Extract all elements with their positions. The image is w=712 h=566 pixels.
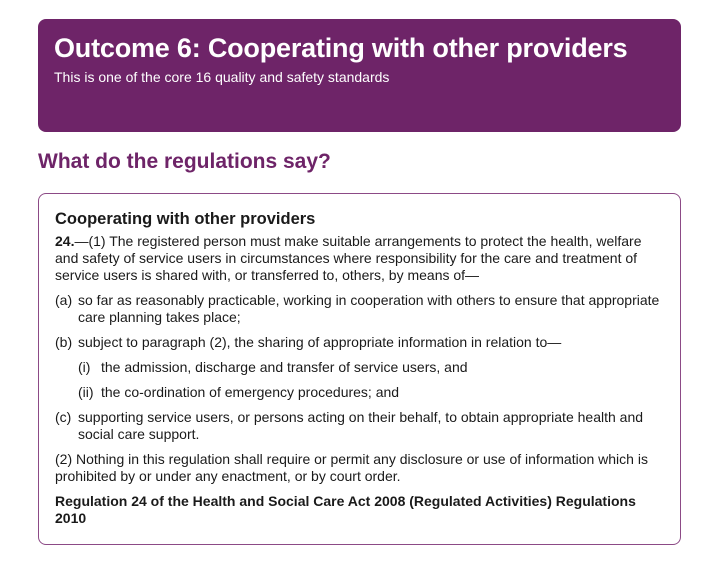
outcome-banner (38, 19, 681, 132)
item-marker: (c) (55, 409, 72, 425)
item-marker: (b) (55, 334, 73, 350)
subitem-marker: (ii) (78, 384, 94, 400)
section-heading: What do the regulations say? (38, 150, 331, 173)
item-text: so far as reasonably practicable, working in cooperation with others to ensure that appropriate care planning takes place; (78, 292, 660, 325)
regulation-citation: Regulation 24 of the Health and Social Care Act 2008 (Regulated Activities) Regulations 2010 (55, 493, 636, 526)
subitem-text: the admission, discharge and transfer of service users, and (101, 359, 468, 375)
item-text: subject to paragraph (2), the sharing of appropriate information in relation to— (78, 334, 562, 350)
regulation-subitem-i (55, 359, 664, 376)
regulation-title: Cooperating with other providers (55, 210, 316, 228)
regulation-item-a (55, 292, 664, 326)
regulation-paragraph-2: (2) Nothing in this regulation shall require or permit any disclosure or use of information which is prohibited by or under any enactment, or by court order. (55, 451, 648, 484)
item-text: supporting service users, or persons acting on their behalf, to obtain appropriate health and social care support. (78, 409, 644, 442)
regulation-number: 24. (55, 233, 75, 249)
subitem-text: the co-ordination of emergency procedures; and (101, 384, 400, 400)
subitem-marker: (i) (78, 359, 91, 375)
outcome-subtitle: This is one of the core 16 quality and safety standards (54, 69, 390, 85)
regulation-intro (55, 233, 664, 284)
item-marker: (a) (55, 292, 73, 308)
outcome-title: Outcome 6: Cooperating with other providers (54, 33, 628, 63)
regulation-intro-text: —(1) The registered person must make suitable arrangements to protect the health, welfare and safety of service users in circumstances where responsibility for the care and treatment of service users is shared with, or transferred to, others, by means of— (55, 233, 642, 283)
regulation-box (38, 193, 681, 545)
regulation-item-c (55, 409, 664, 443)
regulation-item-b (55, 334, 664, 351)
regulation-subitem-ii (55, 384, 664, 401)
